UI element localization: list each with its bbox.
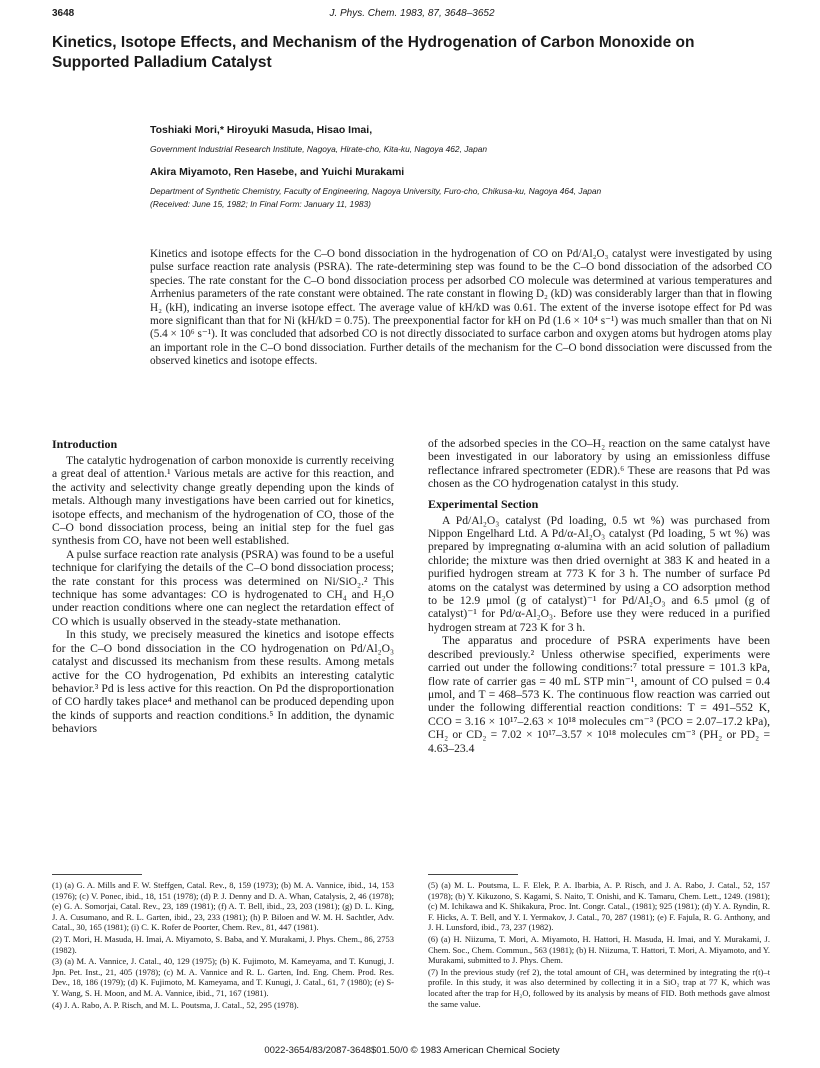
footnote: (3) (a) M. A. Vannice, J. Catal., 40, 129 (1975); (b) K. Fujimoto, M. Kameyama, and T. Kunugi, J. Jpn. Pet. Inst., 21, 405 (1978); (c) M. A. Vannice and R. L. Garten, Ind. Eng. Chem. Prod. Res. Dev., 18, 186 (1979); (d) K. Fujimoto, M. Kameyama, and T. Kunugi, J. Catal., 61, 7 (1980); (e) S-Y. Wang, S. H. Moon, and M. A. Vannice, ibid., 71, 167 (1981).	[52, 956, 394, 998]
affiliation-2: Department of Synthetic Chemistry, Faculty of Engineering, Nagoya University, Furo-cho, Chikusa-ku, Nagoya 464, Japan	[150, 186, 602, 196]
paragraph: The catalytic hydrogenation of carbon monoxide is currently receiving a great deal of attention.¹ Various metals are active for this reaction, and the activity and selectivity change greatly depending upon the kinds of metals. Although many investigations have been carried out for kinetics, isotope effects, and mechanism of the hydrogenation of CO, those of the C–O bond dissociation process, being an initial step for the fuel gas synthesis from CO, have not been well established.	[52, 454, 394, 548]
footnote: (7) In the previous study (ref 2), the total amount of CH₄ was determined by integrating the r(t)–t profile. In this study, it was also determined by collecting it in a SiO₂ trap at 77 K, which was located after the trap for H₂O, followed by its analysis by means of FID. Both methods gave almost the same value.	[428, 966, 770, 1009]
footnote: (2) T. Mori, H. Masuda, H. Imai, A. Miyamoto, S. Baba, and Y. Murakami, J. Phys. Chem., 86, 2753 (1982).	[52, 933, 394, 955]
paragraph: The apparatus and procedure of PSRA experiments have been described previously.² Unless otherwise specified, experiments were carried out under the following conditions:⁷ total pressure = 101.3 kPa, flow rate of carrier gas = 40 mL STP min⁻¹, amount of CO pulsed = 0.4 μmol, and T = 468–573 K. The continuous flow reaction was carried out under the following differential reaction conditions: T = 491–552 K, CCO = 3.16 × 10¹⁷–2.63 × 10¹⁸ molecules cm⁻³ (PCO = 2.07–17.2 kPa), CH₂ or CD₂ = 7.02 × 10¹⁷–3.57 × 10¹⁸ molecules cm⁻³ (PH₂ or PD₂ = 4.63–23.4	[428, 634, 770, 755]
footnote-divider	[428, 874, 518, 875]
footnote: (1) (a) G. A. Mills and F. W. Steffgen, Catal. Rev., 8, 159 (1973); (b) M. A. Vannice, ibid., 14, 153 (1976); (c) V. Ponec, ibid., 18, 151 (1978); (d) P. J. Denny and D. A. Whan, Catalysis, 2, 46 (1978); (e) G. A. Somorjai, Catal. Rev., 23, 189 (1981); (f) A. T. Bell, ibid., 23, 203 (1981); (g) D. L. King, J. A. Cusumano, and R. L. Garten, ibid., 23, 233 (1981); (h) P. Biloen and W. M. H. Sachtler, Adv. Catal., 30, 165 (1981); (i) C. K. Rofer de Poorter, Chem. Rev., 81, 447 (1981).	[52, 880, 394, 933]
paper-title: Kinetics, Isotope Effects, and Mechanism of the Hydrogenation of Carbon Monoxide on Supported Palladium Catalyst	[52, 34, 695, 71]
copyright-footer: 0022-3654/83/2087-3648$01.50/0 © 1983 American Chemical Society	[264, 1045, 560, 1056]
author-list-1: Toshiaki Mori,* Hiroyuki Masuda, Hisao Imai,	[150, 124, 373, 136]
footnote: (4) J. A. Rabo, A. P. Risch, and M. L. Poutsma, J. Catal., 52, 295 (1978).	[52, 999, 299, 1010]
journal-citation: J. Phys. Chem. 1983, 87, 3648–3652	[329, 8, 495, 19]
author-list-2: Akira Miyamoto, Ren Hasebe, and Yuichi Murakami	[150, 166, 405, 178]
footnotes-right	[428, 880, 770, 1010]
footnotes-left	[52, 880, 394, 1011]
footnote: (5) (a) M. L. Poutsma, L. F. Elek, P. A. Ibarbia, A. P. Risch, and J. A. Rabo, J. Catal., 52, 157 (1978); (b) Y. Kikuzono, S. Kagami, S. Naito, T. Onishi, and K. Tamaru, Chem. Lett., 1249. (1981); (c) M. Ichikawa and K. Shikakura, Proc. Int. Congr. Catal., (1981); 925 (1981); (d) Y. A. Ryndin, R. F. Hicks, A. T. Bell, and Y. I. Yermakov, J. Catal., 70, 287 (1981); (e) F. Fajula, R. G. Anthony, and J. H. Lunsford, ibid., 73, 237 (1982).	[428, 880, 770, 933]
footnote: (6) (a) H. Niizuma, T. Mori, A. Miyamoto, H. Hattori, H. Masuda, H. Imai, and Y. Murakami, J. Chem. Soc., Chem. Commun., 563 (1981); (b) H. Niizuma, T. Hattori, T. Mori, A. Miyamoto, and Y. Murakami, submitted to J. Phys. Chem.	[428, 933, 770, 966]
paragraph: A pulse surface reaction rate analysis (PSRA) was found to be a useful technique for clarifying the details of the C–O bond dissociation process; the rate constant for this process was determined on Ni/SiO₂.² This technique has some advantages: CO is hydrogenated to CH₄ and H₂O under reaction conditions where one can neglect the retardation effect of CO which is usually observed in the steady-state methanation.	[52, 547, 394, 628]
section-heading-introduction: Introduction	[52, 437, 118, 451]
paragraph: A Pd/Al₂O₃ catalyst (Pd loading, 0.5 wt %) was purchased from Nippon Engelhard Ltd. A Pd/α-Al₂O₃ catalyst (Pd loading, 5 wt %) was prepared by impregnating α-alumina with an acid solution of palladium chloride; the mixture was then dried overnight at 383 K and heated in a purified hydrogen stream at 773 K for 3 h. The number of surface Pd atoms on the catalyst was determined by using a CO adsorption method to be 12.9 μmol (g of catalyst)⁻¹ for Pd/Al₂O₃ and 6.5 μmol (g of catalyst)⁻¹ for Pd/α-Al₂O₃. Before use they were reduced in a purified hydrogen stream at 723 K for 3 h.	[428, 513, 770, 634]
received-date: (Received: June 15, 1982; In Final Form: January 11, 1983)	[150, 199, 371, 209]
affiliation-1: Government Industrial Research Institute, Nagoya, Hirate-cho, Kita-ku, Nagoya 462, Japan	[150, 144, 488, 154]
running-header	[52, 8, 772, 22]
left-column	[52, 437, 394, 736]
section-heading-experimental: Experimental Section	[428, 496, 539, 511]
page-number: 3648	[52, 8, 75, 19]
footnote-divider	[52, 874, 142, 875]
abstract: Kinetics and isotope effects for the C–O bond dissociation in the hydrogenation of CO on Pd/Al₂O₃ catalyst were investigated by using pulse surface reaction rate analysis (PSRA). The rate-determining step was found to be the C–O bond dissociation of the adsorbed CO species. The rate constant for the C–O bond dissociation process per adsorbed CO molecule was determined at various temperatures and Arrhenius parameters of the rate constant were obtained. The rate constant in flowing D₂ (kD) was considerably larger than that in flowing H₂ (kH), indicating an inverse isotope effect. The average value of kH/kD was 0.61. The extent of the inverse isotope effect for Pd was more significant than that for Ni (kH/kD = 0.75). The preexponential factor for kH on Pd (1.6 × 10⁴ s⁻¹) was much smaller than that on Ni (5.4 × 10⁶ s⁻¹). It was concluded that adsorbed CO is not directly dissociated to surface carbon and oxygen atoms but hydrogen atoms play an important role in the C–O bond dissociation. Further details of the mechanism for the C–O bond dissociation were discussed from the observed kinetics and isotope effects.	[150, 248, 772, 368]
right-column	[428, 437, 770, 755]
paragraph-continued: of the adsorbed species in the CO–H₂ reaction on the same catalyst have been investigated in our laboratory by using an emissionless diffuse reflectance infrared spectrometer (EDR).⁶ These are reasons that Pd was chosen as the CO hydrogenation catalyst in this study.	[428, 437, 770, 491]
paragraph: In this study, we precisely measured the kinetics and isotope effects for the C–O bond dissociation in the CO hydrogenation on Pd/Al₂O₃ catalyst and discussed its mechanism from these results. Among metals active for the CO hydrogenation, Pd exhibits an interesting catalytic behavior.³ Pd is less active for this reaction. On Pd the disproportionation of CO hardly takes place⁴ and methanol can be produced depending upon the kinds of supports and reaction conditions.⁵ In addition, the dynamic behaviors	[52, 628, 394, 736]
